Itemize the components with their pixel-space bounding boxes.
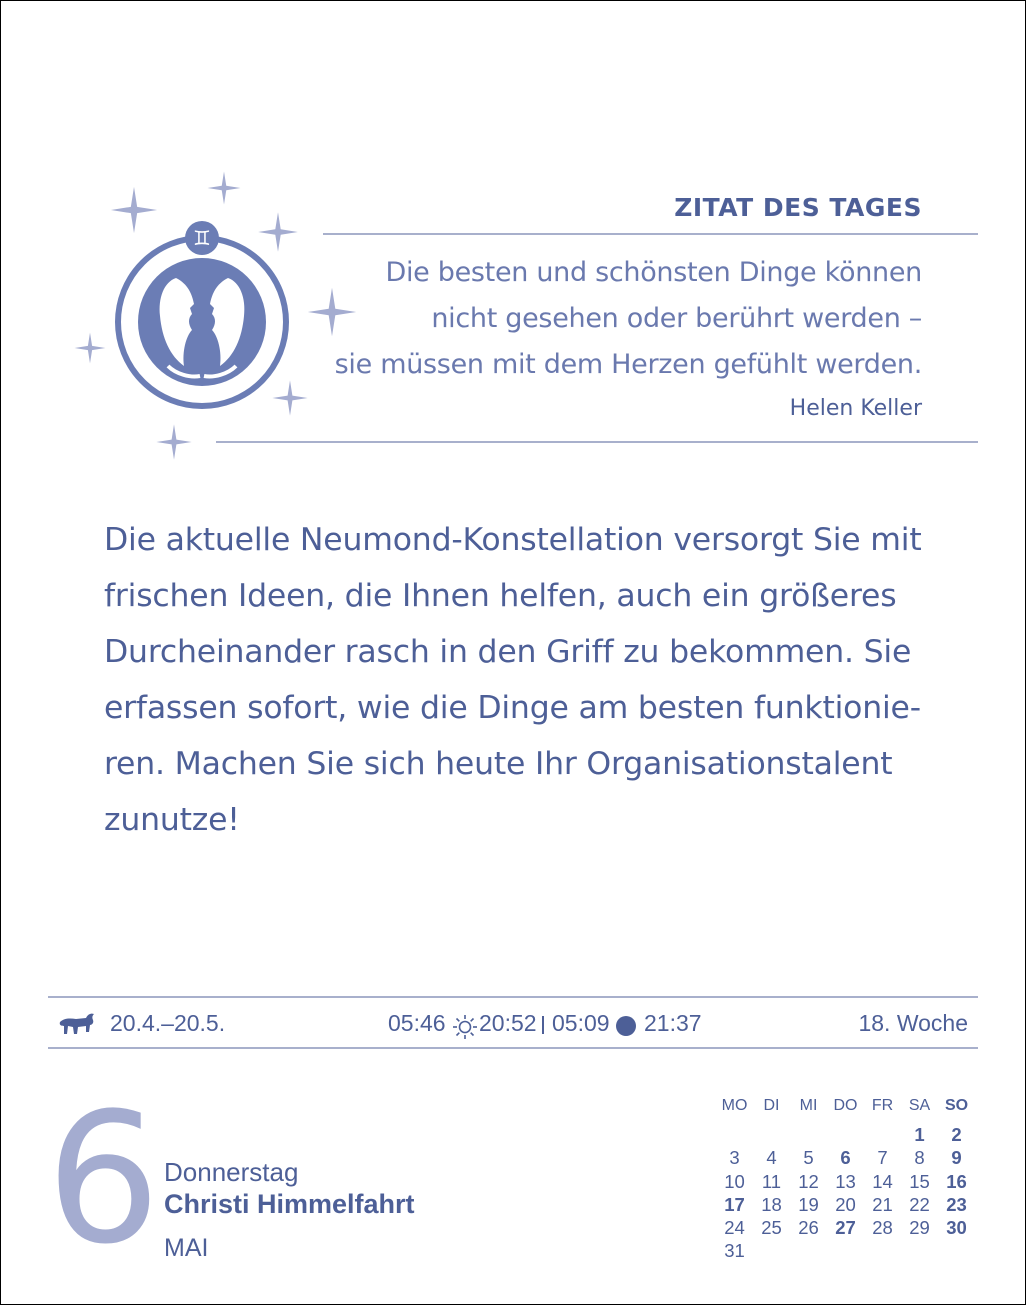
- quote-line: sie müssen mit dem Herzen gefühlt werden.: [334, 349, 922, 380]
- calendar-day: [827, 1239, 864, 1262]
- horoscope-line: zunutze!: [104, 802, 240, 838]
- calendar-week-row: [716, 1123, 976, 1146]
- calendar-day: 10: [724, 1170, 745, 1192]
- weekday-header: FR: [871, 1097, 894, 1114]
- month-name: MAI: [164, 1234, 209, 1262]
- calendar-week-row: [716, 1170, 976, 1193]
- moon-icon: [615, 1015, 637, 1037]
- calendar-day: 25: [761, 1217, 782, 1239]
- calendar-day: 8: [914, 1147, 925, 1169]
- week-number: 18. Woche: [858, 1010, 968, 1036]
- calendar-day: 9: [951, 1147, 962, 1169]
- quote-line: Die besten und schönsten Dinge können: [385, 257, 922, 288]
- weekday-header: MO: [721, 1097, 748, 1114]
- calendar-day: 13: [835, 1170, 856, 1192]
- calendar-day: 20: [835, 1193, 856, 1215]
- weekday-header: SO: [944, 1097, 969, 1114]
- calendar-day: 29: [909, 1217, 930, 1239]
- horoscope-line: frischen Ideen, die Ihnen helfen, auch ein größeres: [104, 578, 897, 614]
- calendar-week-row: [716, 1239, 976, 1262]
- calendar-day: 14: [872, 1170, 893, 1192]
- info-bottom-divider: [48, 1047, 978, 1049]
- calendar-day: 5: [803, 1147, 814, 1169]
- calendar-day: 31: [724, 1240, 745, 1262]
- info-top-divider: [48, 996, 978, 998]
- calendar-day: 12: [798, 1170, 819, 1192]
- calendar-day: [790, 1239, 827, 1262]
- calendar-body: [716, 1123, 976, 1263]
- sign-range: 20.4.–20.5.: [110, 1010, 226, 1036]
- calendar-day: [938, 1239, 975, 1262]
- calendar-day: 24: [724, 1217, 745, 1239]
- calendar-day: 26: [798, 1217, 819, 1239]
- calendar-day: 28: [872, 1217, 893, 1239]
- calendar-day: 16: [946, 1170, 967, 1192]
- mini-calendar: [716, 1095, 976, 1263]
- quote-bottom-divider: [216, 441, 978, 443]
- calendar-week-row: [716, 1146, 976, 1169]
- horoscope-line: ren. Machen Sie sich heute Ihr Organisationstalent: [104, 746, 893, 782]
- calendar-header: [716, 1095, 976, 1117]
- quote-author: Helen Keller: [789, 396, 922, 421]
- horoscope-line: Durcheinander rasch in den Griff zu bekommen. Sie: [104, 634, 912, 670]
- weekday-header: DI: [763, 1097, 780, 1114]
- horoscope-text: [104, 512, 934, 848]
- calendar-day: [901, 1239, 938, 1262]
- calendar-day: 1: [914, 1124, 925, 1145]
- day-number: 6: [46, 1075, 161, 1284]
- taurus-bull-icon: [58, 1010, 96, 1038]
- calendar-day: 4: [766, 1147, 777, 1169]
- weekday-header: DO: [833, 1097, 858, 1114]
- calendar-day: 15: [909, 1170, 930, 1192]
- calendar-day: 22: [909, 1193, 930, 1215]
- calendar-day: [753, 1239, 790, 1262]
- holiday-name: Christi Himmelfahrt: [164, 1189, 415, 1219]
- quote-title: ZITAT DES TAGES: [674, 193, 922, 222]
- quote-top-divider: [323, 233, 978, 235]
- calendar-day: [753, 1123, 790, 1146]
- calendar-day: 2: [951, 1124, 962, 1145]
- moonset-time: 21:37: [644, 1010, 702, 1036]
- separator: [542, 1016, 544, 1034]
- moonrise-time: 05:09: [552, 1010, 610, 1036]
- calendar-day: [790, 1123, 827, 1146]
- calendar-day: 18: [761, 1193, 782, 1215]
- quote-text: [302, 250, 922, 388]
- calendar-day: 17: [724, 1193, 745, 1215]
- calendar-week-row: [716, 1216, 976, 1239]
- weekday-header: MI: [799, 1097, 818, 1114]
- calendar-day: 7: [877, 1147, 888, 1169]
- calendar-day: 30: [946, 1217, 967, 1239]
- info-row: [48, 1000, 978, 1048]
- calendar-day: 3: [729, 1147, 740, 1169]
- sun-icon: [452, 1014, 478, 1040]
- calendar-day: [827, 1123, 864, 1146]
- calendar-day: [716, 1123, 753, 1146]
- calendar-day: 11: [761, 1170, 782, 1192]
- calendar-day: [864, 1123, 901, 1146]
- calendar-day: 19: [798, 1193, 819, 1215]
- calendar-day: 21: [872, 1193, 893, 1215]
- sunrise-time: 05:46: [388, 1010, 446, 1036]
- calendar-day: 6: [840, 1147, 851, 1169]
- horoscope-line: erfassen sofort, wie die Dinge am besten funktionie-: [104, 690, 921, 726]
- calendar-day: 27: [835, 1217, 856, 1239]
- calendar-day: [864, 1239, 901, 1262]
- weekday: Donnerstag: [164, 1157, 299, 1187]
- weekday-header: SA: [908, 1097, 931, 1114]
- svg-text:♊: ♊: [193, 226, 211, 250]
- horoscope-line: Die aktuelle Neumond-Konstellation versorgt Sie mit: [104, 522, 922, 558]
- sunset-time: 20:52: [479, 1010, 537, 1036]
- calendar-day: 23: [946, 1193, 967, 1215]
- quote-line: nicht gesehen oder berührt werden –: [431, 303, 922, 334]
- calendar-week-row: [716, 1193, 976, 1216]
